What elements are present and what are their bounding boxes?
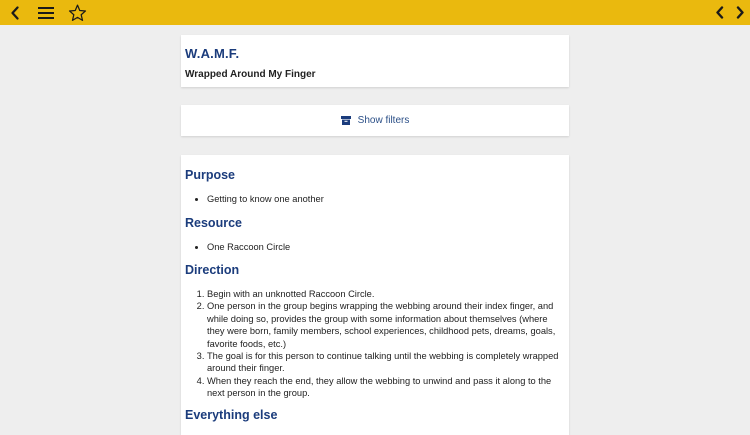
title-card (181, 35, 569, 87)
resource-heading: Resource (185, 216, 242, 230)
list-item: • One Raccoon Circle (207, 241, 290, 253)
page-title: W.A.M.F. (185, 46, 240, 61)
everything-else-heading: Everything else (185, 408, 278, 422)
purpose-list (185, 193, 324, 205)
resource-list (185, 241, 290, 253)
purpose-heading: Purpose (185, 168, 236, 182)
list-item: 1. Begin with an unknotted Raccoon Circle. (207, 288, 563, 300)
direction-list (185, 288, 563, 400)
next-icon[interactable] (733, 0, 747, 25)
show-filters-button[interactable] (181, 105, 569, 136)
back-icon[interactable] (6, 0, 24, 25)
page-subtitle: Wrapped Around My Finger (185, 69, 316, 80)
list-item: 3. The goal is for this person to continue talking until the webbing is completely wrapped around their finger. (207, 350, 563, 375)
menu-icon[interactable] (36, 0, 56, 25)
star-icon[interactable] (66, 0, 88, 25)
previous-icon[interactable] (712, 0, 726, 25)
list-item: 2. One person in the group begins wrapping the webbing around their index finger, and while doing so, provides the group with some information about themselves (where they were born, family members, school experiences, childhood pets, dreams, goals, favorite foods, etc.) (207, 300, 563, 350)
show-filters-label: Show filters (357, 115, 410, 126)
archive-box-icon (341, 116, 351, 125)
list-item: 4. When they reach the end, they allow the webbing to unwind and pass it along to the next person in the group. (207, 375, 563, 400)
activity-details-card (181, 155, 569, 435)
direction-heading: Direction (185, 263, 240, 277)
filters-card (181, 105, 569, 136)
list-item: • Getting to know one another (207, 193, 324, 205)
top-toolbar (0, 0, 750, 25)
